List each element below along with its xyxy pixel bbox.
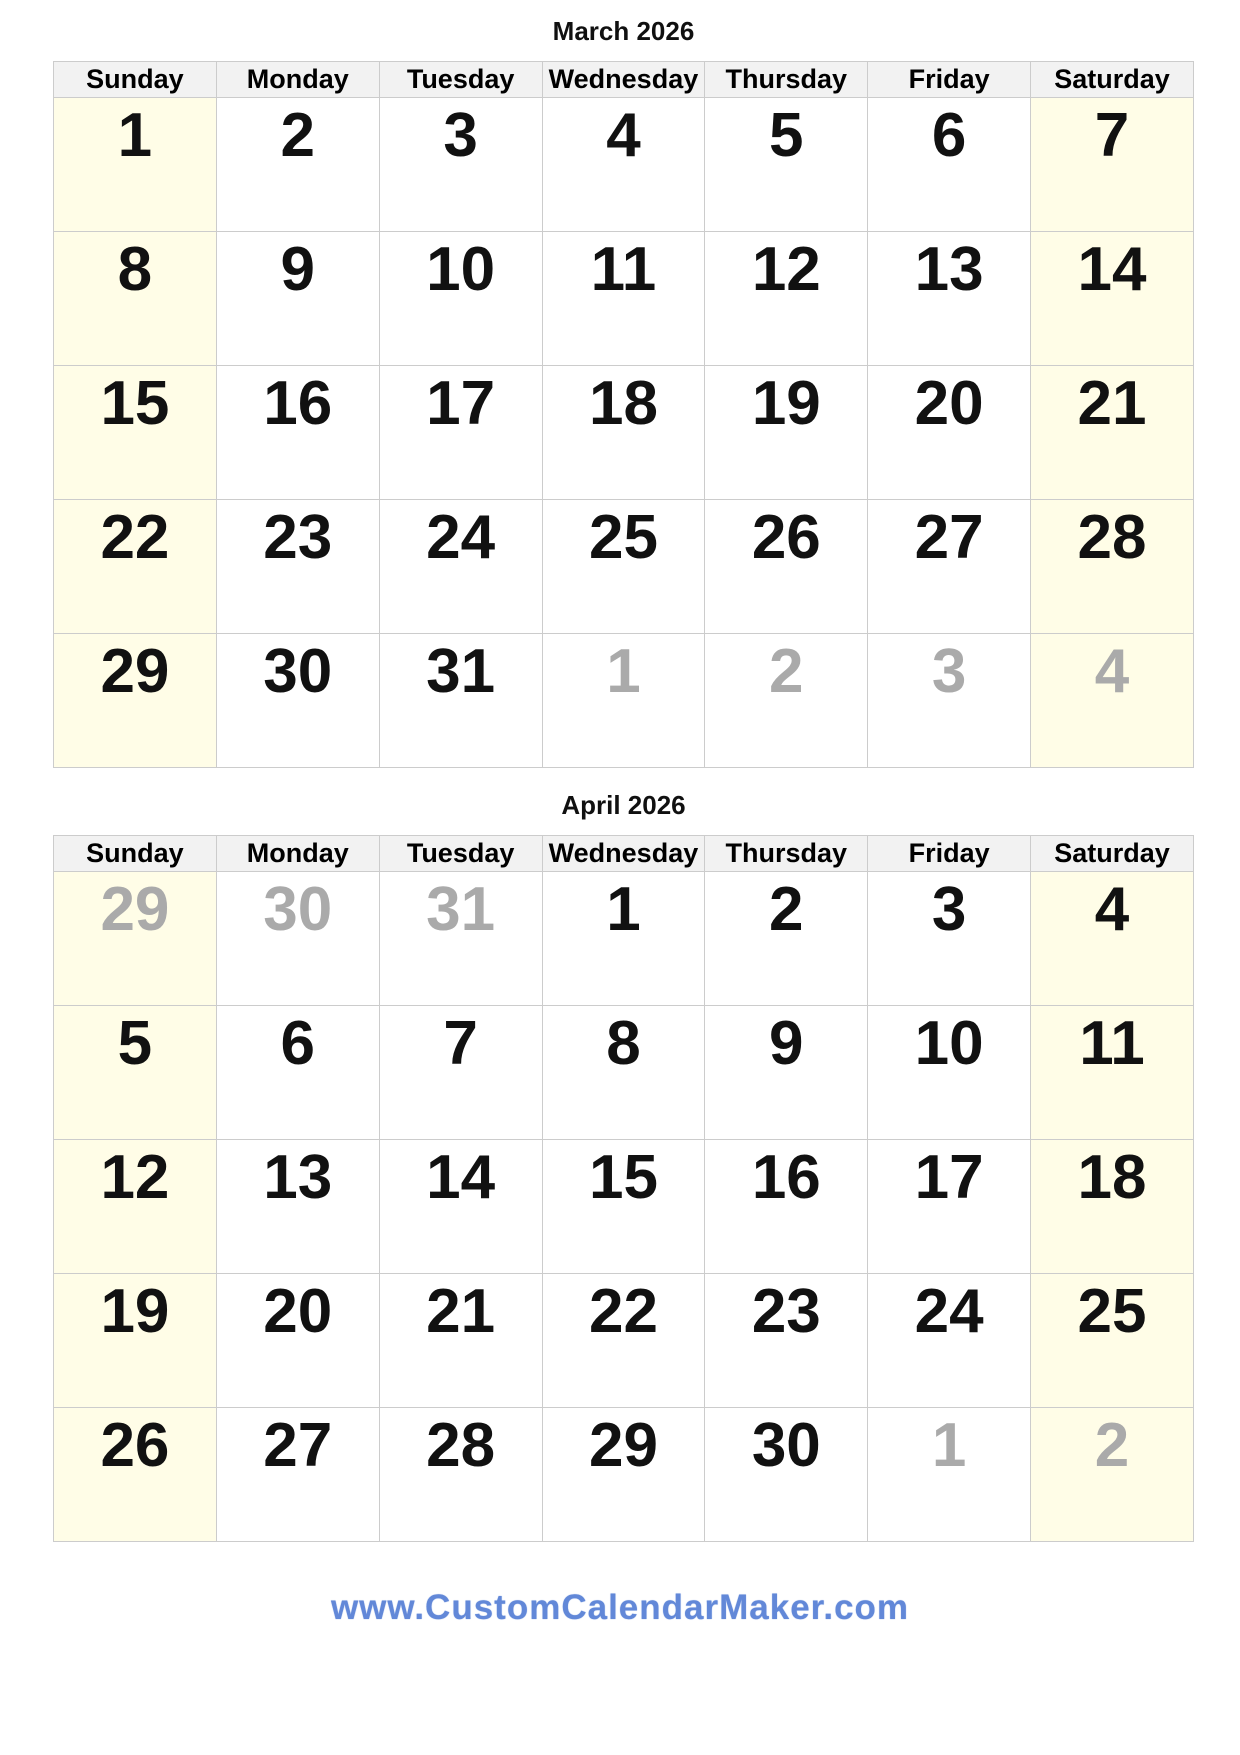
day-cell: 17 [379,366,542,500]
week-row [54,1006,1194,1140]
day-cell: 1 [868,1408,1031,1542]
day-cell: 1 [542,634,705,768]
day-cell: 2 [705,872,868,1006]
day-cell: 16 [705,1140,868,1274]
day-cell: 24 [868,1274,1031,1408]
day-cell: 1 [54,98,217,232]
day-cell: 15 [542,1140,705,1274]
day-cell: 13 [868,232,1031,366]
week-row [54,634,1194,768]
day-cell: 22 [54,500,217,634]
day-cell: 20 [868,366,1031,500]
day-header-tuesday: Tuesday [379,62,542,98]
calendar-table-march [53,61,1194,768]
day-cell: 15 [54,366,217,500]
day-cell: 25 [1031,1274,1194,1408]
day-cell: 25 [542,500,705,634]
day-cell: 4 [1031,872,1194,1006]
day-cell: 3 [379,98,542,232]
day-cell: 3 [868,872,1031,1006]
day-cell: 9 [705,1006,868,1140]
day-header-sunday: Sunday [54,62,217,98]
day-cell: 18 [1031,1140,1194,1274]
week-row [54,232,1194,366]
day-cell: 21 [1031,366,1194,500]
day-cell: 11 [542,232,705,366]
day-cell: 30 [216,872,379,1006]
day-cell: 28 [1031,500,1194,634]
day-header-sunday: Sunday [54,836,217,872]
week-row [54,1408,1194,1542]
day-cell: 19 [705,366,868,500]
day-header-wednesday: Wednesday [542,836,705,872]
day-cell: 23 [705,1274,868,1408]
day-cell: 5 [705,98,868,232]
day-cell: 29 [54,872,217,1006]
day-header-monday: Monday [216,62,379,98]
month-title-april: April 2026 [561,790,686,821]
day-header-monday: Monday [216,836,379,872]
day-cell: 2 [705,634,868,768]
week-row [54,500,1194,634]
day-cell: 30 [705,1408,868,1542]
watermark-url: www.CustomCalendarMaker.com [330,1588,910,1628]
day-cell: 12 [54,1140,217,1274]
day-header-tuesday: Tuesday [379,836,542,872]
day-cell: 6 [868,98,1031,232]
day-cell: 16 [216,366,379,500]
day-cell: 13 [216,1140,379,1274]
month-section-march [53,0,1194,768]
day-header-thursday: Thursday [705,62,868,98]
day-header-wednesday: Wednesday [542,62,705,98]
day-cell: 7 [1031,98,1194,232]
day-cell: 18 [542,366,705,500]
day-header-friday: Friday [868,836,1031,872]
day-cell: 31 [379,634,542,768]
day-cell: 8 [54,232,217,366]
day-cell: 27 [216,1408,379,1542]
day-header-row [54,836,1194,872]
day-cell: 26 [705,500,868,634]
month-section-april [53,790,1194,1542]
day-cell: 21 [379,1274,542,1408]
day-cell: 5 [54,1006,217,1140]
calendar-table-april [53,835,1194,1542]
day-cell: 27 [868,500,1031,634]
day-cell: 11 [1031,1006,1194,1140]
day-header-thursday: Thursday [705,836,868,872]
day-cell: 28 [379,1408,542,1542]
week-row [54,1140,1194,1274]
day-cell: 8 [542,1006,705,1140]
day-cell: 29 [54,634,217,768]
week-row [54,872,1194,1006]
day-header-row [54,62,1194,98]
day-cell: 10 [379,232,542,366]
day-header-friday: Friday [868,62,1031,98]
day-header-saturday: Saturday [1031,836,1194,872]
month-title-march: March 2026 [552,16,695,46]
day-cell: 23 [216,500,379,634]
day-cell: 7 [379,1006,542,1140]
week-row [54,98,1194,232]
day-cell: 14 [1031,232,1194,366]
day-cell: 20 [216,1274,379,1408]
week-row [54,366,1194,500]
day-cell: 19 [54,1274,217,1408]
day-cell: 6 [216,1006,379,1140]
day-header-saturday: Saturday [1031,62,1194,98]
day-cell: 1 [542,872,705,1006]
day-cell: 3 [868,634,1031,768]
day-cell: 22 [542,1274,705,1408]
day-cell: 4 [1031,634,1194,768]
day-cell: 30 [216,634,379,768]
day-cell: 31 [379,872,542,1006]
day-cell: 9 [216,232,379,366]
day-cell: 26 [54,1408,217,1542]
week-row [54,1274,1194,1408]
day-cell: 17 [868,1140,1031,1274]
day-cell: 10 [868,1006,1031,1140]
day-cell: 12 [705,232,868,366]
day-cell: 24 [379,500,542,634]
day-cell: 2 [216,98,379,232]
day-cell: 4 [542,98,705,232]
day-cell: 29 [542,1408,705,1542]
day-cell: 14 [379,1140,542,1274]
day-cell: 2 [1031,1408,1194,1542]
